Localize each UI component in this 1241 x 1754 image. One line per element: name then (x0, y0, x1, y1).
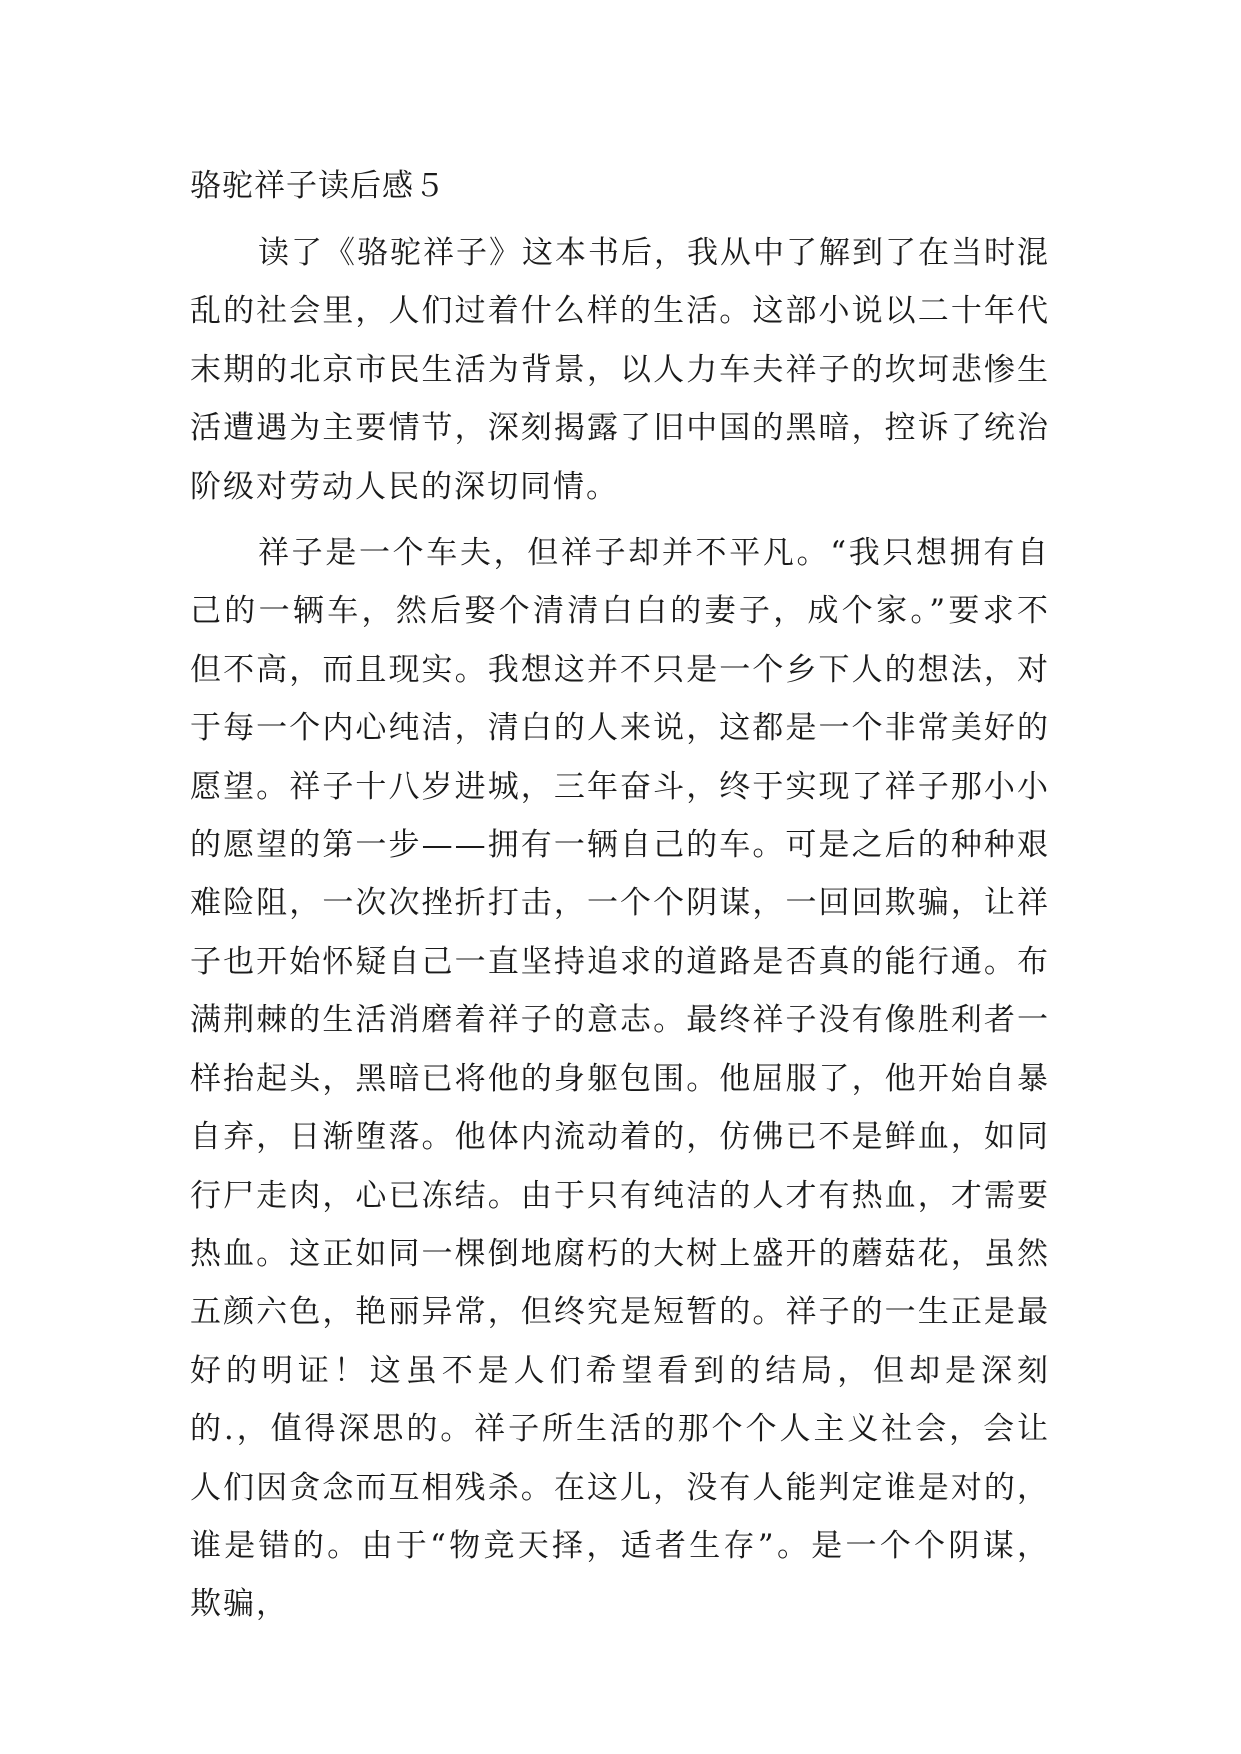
paragraph-1: 读了《骆驼祥子》这本书后，我从中了解到了在当时混乱的社会里，人们过着什么样的生活。这部小说以二十年代末期的北京市民生活为背景，以人力车夫祥子的坎坷悲惨生活遭遇为主要情节，深刻揭露了旧中国的黑暗，控诉了统治阶级对劳动人民的深切同情。 (190, 235, 1050, 505)
document-title: 骆驼祥子读后感５ (190, 168, 446, 204)
paragraph-2: 祥子是一个车夫，但祥子却并不平凡。“我只想拥有自己的一辆车，然后娶个清清白白的妻子，成个家。”要求不但不高，而且现实。我想这并不只是一个乡下人的想法，对于每一个内心纯洁，清白的人来说，这都是一个非常美好的愿望。祥子十八岁进城，三年奋斗，终于实现了祥子那小小的愿望的第一步——拥有一辆自己的车。可是之后的种种艰难险阻，一次次挫折打击，一个个阴谋，一回回欺骗，让祥子也开始怀疑自己一直坚持追求的道路是否真的能行通。布满荆棘的生活消磨着祥子的意志。最终祥子没有像胜利者一样抬起头，黑暗已将他的身躯包围。他屈服了，他开始自暴自弃，日渐堕落。他体内流动着的，仿佛已不是鲜血，如同行尸走肉，心已冻结。由于只有纯洁的人才有热血，才需要热血。这正如同一棵倒地腐朽的大树上盛开的蘑菇花，虽然五颜六色，艳丽异常，但终究是短暂的。祥子的一生正是最好的明证！这虽不是人们希望看到的结局，但却是深刻的.，值得深思的。祥子所生活的那个个人主义社会，会让人们因贪念而互相残杀。在这儿，没有人能判定谁是对的，谁是错的。由于“物竞天择，适者生存”。是一个个阴谋，欺骗， (190, 535, 1050, 1623)
document-body (190, 224, 1050, 1634)
